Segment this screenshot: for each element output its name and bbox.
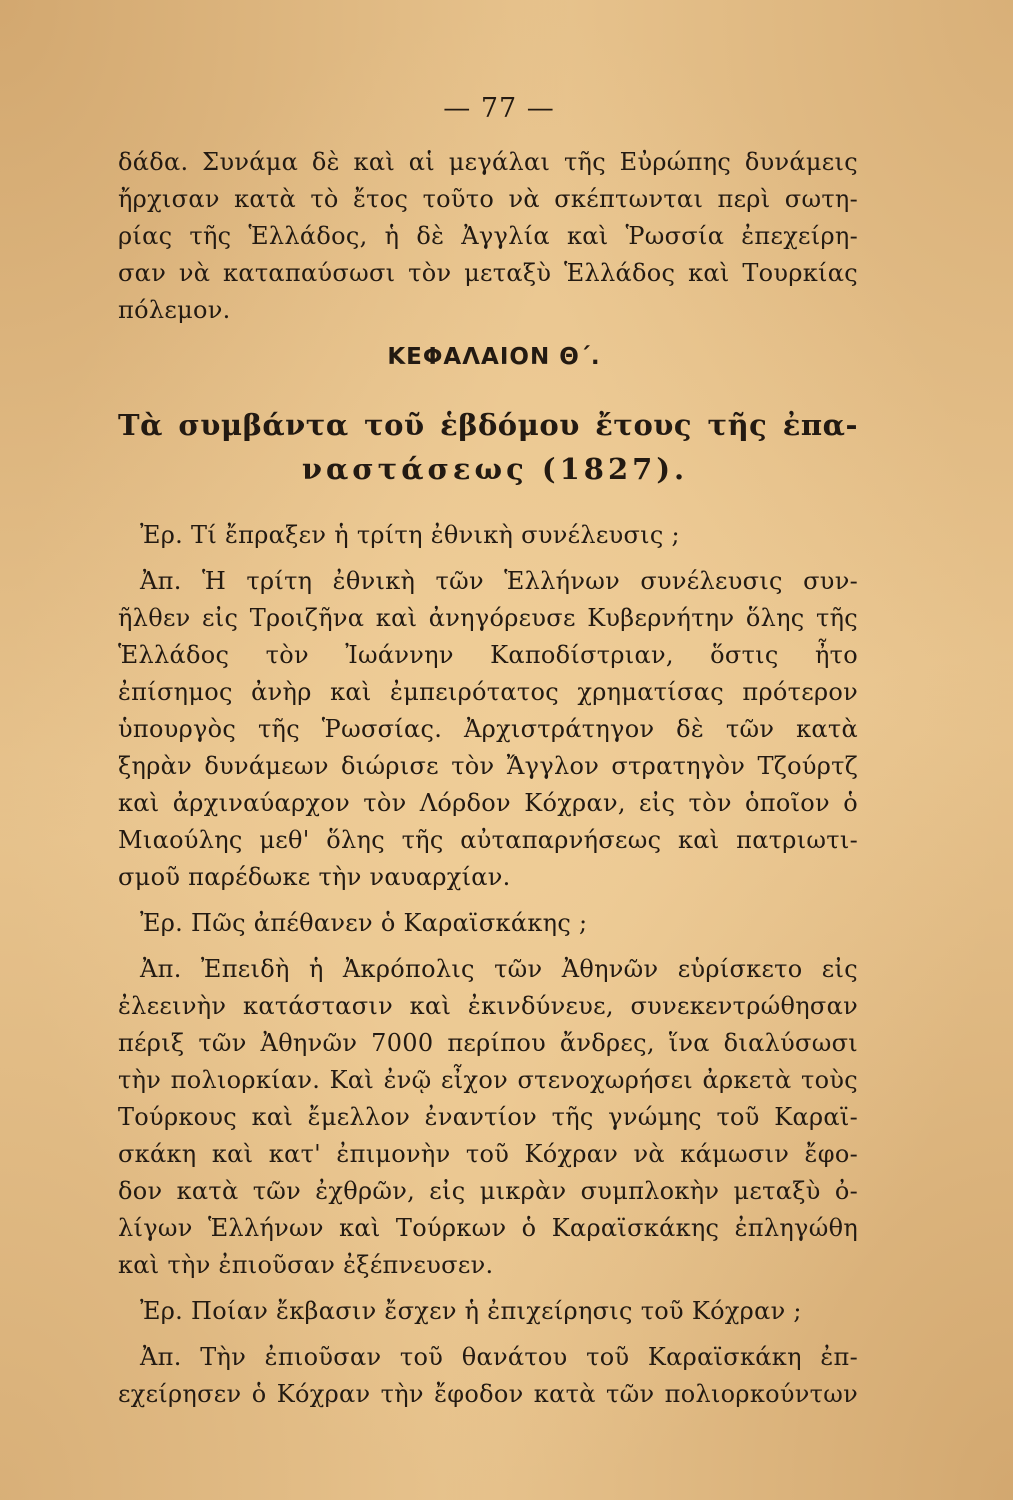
chapter-title-line: ναστάσεως (1827). [301,452,689,486]
text-line: ἤρχισαν κατὰ τὸ ἔτος τοῦτο νὰ σκέπτωνται περὶ σωτη- [118,185,858,213]
text-line: Ἀπ. Ἐπειδὴ ἡ Ἀκρόπολις τῶν Ἀθηνῶν εὑρίσκετο εἰς [140,955,858,983]
text-line: Τούρκους καὶ ἔμελλον ἐναντίον τῆς γνώμης τοῦ Καραϊ- [118,1103,858,1131]
text-line: εχείρησεν ὁ Κόχραν τὴν ἔφοδον κατὰ τῶν πολιορκούντων [118,1380,858,1408]
text-line: ξηρὰν δυνάμεων διώρισε τὸν Ἄγγλον στρατηγὸν Τζούρτζ [118,752,858,780]
text-line: πέριξ τῶν Ἀθηνῶν 7000 περίπου ἄνδρες, ἵνα διαλύσωσι [118,1029,858,1057]
text-line: δάδα. Συνάμα δὲ καὶ αἱ μεγάλαι τῆς Εὐρώπης δυνάμεις [118,148,858,176]
answer-2 [118,951,858,1284]
answer-3 [118,1339,858,1413]
text-line: σμοῦ παρέδωκε τὴν ναυαρχίαν. [118,863,511,891]
text-line: ἐλεεινὴν κατάστασιν καὶ ἐκινδύνευε, συνεκεντρώθησαν [118,992,858,1020]
text-line: ὑπουργὸς τῆς Ῥωσσίας. Ἀρχιστράτηγον δὲ τῶν κατὰ [118,715,858,743]
text-line: τὴν πολιορκίαν. Καὶ ἐνῷ εἶχον στενοχωρήσει ἀρκετὰ τοὺς [118,1066,858,1094]
text-line: Ἀπ. Τὴν ἐπιοῦσαν τοῦ θανάτου τοῦ Καραϊσκάκη ἐπ- [140,1343,858,1371]
text-line: Ἑλλάδος τὸν Ἰωάννην Καποδίστριαν, ὅστις ἦτο [118,641,858,669]
text-line: ῆλθεν εἰς Τροιζῆνα καὶ ἀνηγόρευσε Κυβερνήτην ὅλης τῆς [118,604,858,632]
text-line: ἐπίσημος ἀνὴρ καὶ ἐμπειρότατος χρηματίσας πρότερον [118,678,858,706]
text-line: Ἀπ. Ἡ τρίτη ἐθνικὴ τῶν Ἑλλήνων συνέλευσις συν- [140,567,858,595]
text-line: καὶ τὴν ἐπιοῦσαν ἐξέπνευσεν. [118,1251,494,1279]
text-line: δον κατὰ τῶν ἐχθρῶν, εἰς μικρὰν συμπλοκὴν μεταξὺ ὀ- [118,1177,858,1205]
chapter-label: ΚΕΦΑΛΑΙΟΝ Θ΄. [387,344,601,370]
text-line: Ἐρ. Ποίαν ἔκβασιν ἔσχεν ἡ ἐπιχείρησις τοῦ Κόχραν ; [140,1297,802,1325]
text-line: Μιαούλης μεθ' ὅλης τῆς αὐταπαρνήσεως καὶ πατριωτι- [118,826,858,854]
text-line: ρίας τῆς Ἑλλάδος, ἡ δὲ Ἀγγλία καὶ Ῥωσσία ἐπεχείρη- [118,222,858,250]
page-text [118,92,858,1413]
question-2 [118,905,858,942]
text-line: καὶ ἀρχιναύαρχον τὸν Λόρδον Κόχραν, εἰς τὸν ὁποῖον ὁ [118,789,858,817]
text-line: λίγων Ἑλλήνων καὶ Τούρκων ὁ Καραϊσκάκης ἐπληγώθη [118,1214,858,1242]
text-line: Ἐρ. Τί ἔπραξεν ἡ τρίτη ἐθνικὴ συνέλευσις ; [140,521,680,549]
text-line: πόλεμον. [118,296,231,324]
intro-paragraph [118,144,858,329]
text-line: σκάκη καὶ κατ' ἐπιμονὴν τοῦ Κόχραν νὰ κάμωσιν ἔφο- [118,1140,858,1168]
answer-1 [118,563,858,896]
page-number: — 77 — [443,93,555,124]
text-line: Ἐρ. Πῶς ἀπέθανεν ὁ Καραϊσκάκης ; [140,909,588,937]
chapter-title-line: Τὰ συμβάντα τοῦ ἑβδόμου ἔτους τῆς ἐπα- [118,408,858,442]
text-line: σαν νὰ καταπαύσωσι τὸν μεταξὺ Ἑλλάδος καὶ Τουρκίας [118,259,858,287]
question-1 [118,517,858,554]
question-3 [118,1293,858,1330]
